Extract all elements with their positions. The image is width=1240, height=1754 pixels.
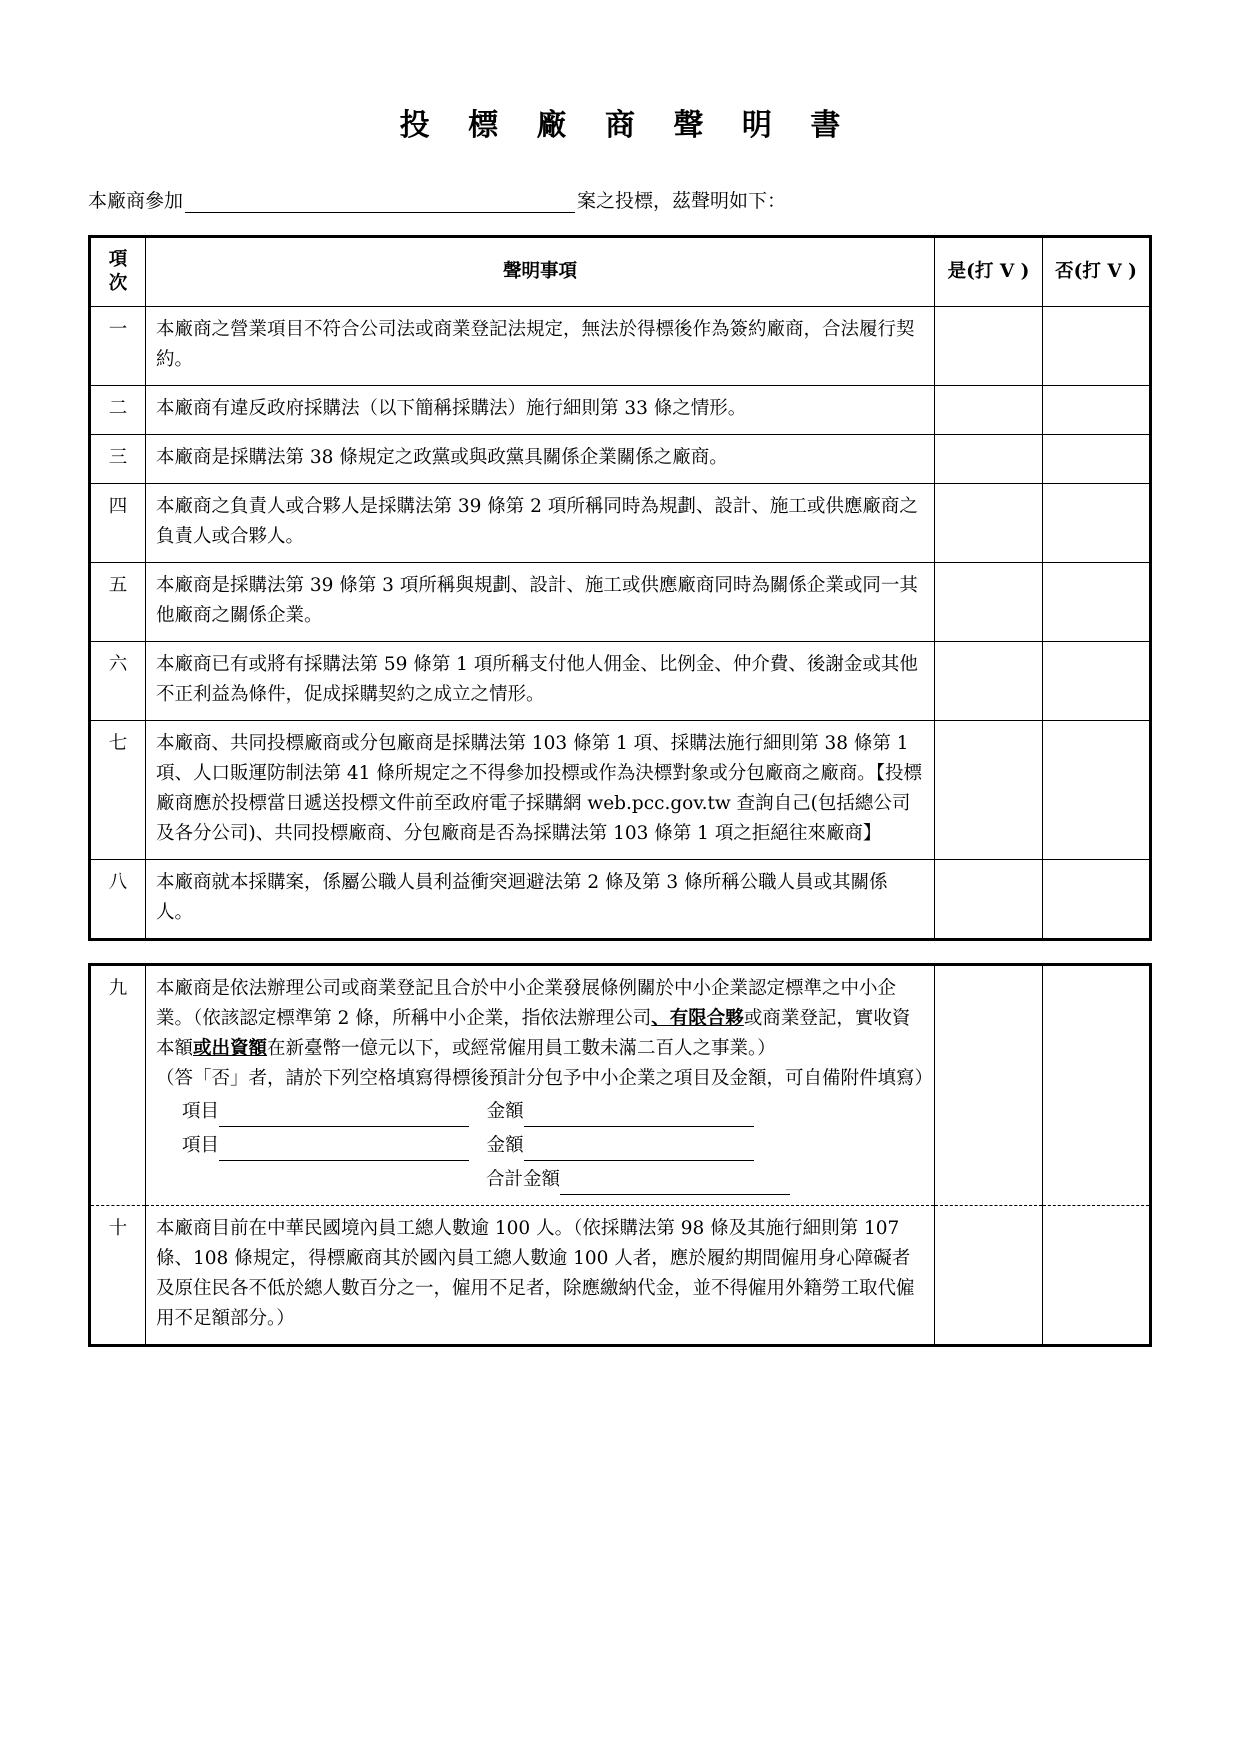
row-yes-checkbox[interactable]: [935, 307, 1043, 386]
header-statement: 聲明事項: [146, 237, 935, 307]
table-row: [90, 859, 1151, 939]
row-yes-checkbox[interactable]: [935, 483, 1043, 562]
row-statement: 本廠商、共同投標廠商或分包廠商是採購法第 103 條第 1 項、採購法施行細則第 38 條第 1 項、人口販運防制法第 41 條所規定之不得參加投標或作為決標對象或分包廠商之廠商。【投標廠商應於投標當日遞送投標文件前至政府電子採購網 web.pcc.gov.tw 查詢自己(包括總公司及各分公司)、共同投標廠商、分包廠商是否為採購法第 103 條第 1 項之拒絕往來廠商】: [146, 720, 935, 859]
table-row: [90, 641, 1151, 720]
item-label: 項目: [182, 1135, 220, 1157]
row-nine-text-e: 在新臺幣一億元以下，或經常僱用員工數未滿二百人之事業。）: [267, 1037, 776, 1059]
row-statement: 本廠商就本採購案，係屬公職人員利益衝突迴避法第 2 條及第 3 條所稱公職人員或其關係人。: [146, 859, 935, 939]
row-index: 八: [90, 859, 146, 939]
amount-input-1[interactable]: [524, 1107, 754, 1127]
row-index: 六: [90, 641, 146, 720]
subcontract-item-row-1: [156, 1097, 924, 1127]
header-index: [90, 237, 146, 307]
row-yes-checkbox[interactable]: [935, 720, 1043, 859]
row-no-checkbox[interactable]: [1043, 435, 1151, 484]
row-statement: 本廠商有違反政府採購法（以下簡稱採購法）施行細則第 33 條之情形。: [146, 386, 935, 435]
row-yes-checkbox[interactable]: [935, 641, 1043, 720]
row-statement: 本廠商之營業項目不符合公司法或商業登記法規定，無法於得標後作為簽約廠商，合法履行契約。: [146, 307, 935, 386]
table-row: [90, 964, 1151, 1206]
row-statement: 本廠商目前在中華民國境內員工總人數逾 100 人。（依採購法第 98 條及其施行細則第 107 條、108 條規定，得標廠商其於國內員工總人數逾 100 人者，應於履約期間僱用身心障礙者及原住民各不低於總人數百分之一，僱用不足者，除應繳納代金，並不得僱用外籍勞工取代僱用不足額部分。）: [146, 1206, 935, 1346]
header-index-line2: 次: [108, 273, 128, 295]
row-no-checkbox[interactable]: [1043, 964, 1151, 1206]
row-statement: 本廠商是採購法第 39 條第 3 項所稱與規劃、設計、施工或供應廠商同時為關係企業或同一其他廠商之關係企業。: [146, 562, 935, 641]
amount-input-2[interactable]: [524, 1141, 754, 1161]
intro-line: [88, 186, 1152, 213]
row-no-checkbox[interactable]: [1043, 641, 1151, 720]
table-row: [90, 483, 1151, 562]
row-index: 三: [90, 435, 146, 484]
row-no-checkbox[interactable]: [1043, 386, 1151, 435]
row-nine-text-d: 或出資額: [193, 1037, 268, 1059]
amount-label: 金額: [486, 1135, 524, 1157]
row-yes-checkbox[interactable]: [935, 386, 1043, 435]
subcontract-total-row: [156, 1165, 924, 1195]
table-row: [90, 720, 1151, 859]
row-index: 四: [90, 483, 146, 562]
amount-label: 金額: [486, 1101, 524, 1123]
row-yes-checkbox[interactable]: [935, 562, 1043, 641]
row-yes-checkbox[interactable]: [935, 1206, 1043, 1346]
row-no-checkbox[interactable]: [1043, 562, 1151, 641]
row-index: 九: [90, 964, 146, 1206]
row-yes-checkbox[interactable]: [935, 964, 1043, 1206]
row-nine-paragraph2: （答「否」者，請於下列空格填寫得標後預計分包予中小企業之項目及金額，可自備附件填寫）: [156, 1067, 934, 1089]
item-label: 項目: [182, 1101, 220, 1123]
row-no-checkbox[interactable]: [1043, 720, 1151, 859]
item-input-2[interactable]: [219, 1141, 469, 1161]
row-no-checkbox[interactable]: [1043, 859, 1151, 939]
row-index: 一: [90, 307, 146, 386]
row-no-checkbox[interactable]: [1043, 483, 1151, 562]
row-index: 七: [90, 720, 146, 859]
header-index-line1: 項: [108, 249, 128, 270]
row-statement: 本廠商是採購法第 38 條規定之政黨或與政黨具關係企業關係之廠商。: [146, 435, 935, 484]
intro-prefix: 本廠商參加: [88, 190, 184, 212]
row-nine-text-c: 或商業登記，實收資本額: [156, 1007, 911, 1059]
row-nine-paragraph1: [156, 974, 924, 1064]
table-row: [90, 307, 1151, 386]
project-name-input[interactable]: [185, 192, 575, 213]
row-index: 二: [90, 386, 146, 435]
row-index: 十: [90, 1206, 146, 1346]
table-row: [90, 435, 1151, 484]
intro-suffix: 案之投標，茲聲明如下：: [577, 190, 787, 212]
subcontract-item-row-2: [156, 1131, 924, 1161]
row-statement: 本廠商已有或將有採購法第 59 條第 1 項所稱支付他人佣金、比例金、仲介費、後謝金或其他不正利益為條件，促成採購契約之成立之情形。: [146, 641, 935, 720]
row-no-checkbox[interactable]: [1043, 307, 1151, 386]
declaration-table-part2: [88, 963, 1152, 1348]
row-index: 五: [90, 562, 146, 641]
row-no-checkbox[interactable]: [1043, 1206, 1151, 1346]
table-row: [90, 1206, 1151, 1346]
table-row: [90, 562, 1151, 641]
row-statement: 本廠商之負責人或合夥人是採購法第 39 條第 2 項所稱同時為規劃、設計、施工或供應廠商之負責人或合夥人。: [146, 483, 935, 562]
row-statement: [146, 964, 935, 1206]
total-label: 合計金額: [486, 1169, 561, 1191]
table-row: [90, 386, 1151, 435]
declaration-table-part1: [88, 235, 1152, 941]
row-yes-checkbox[interactable]: [935, 859, 1043, 939]
header-yes: 是(打 V ): [935, 237, 1043, 307]
total-input[interactable]: [560, 1175, 790, 1195]
row-nine-text-b: 、有限合夥: [651, 1007, 744, 1029]
row-nine-text-a: 本廠商是依法辦理公司或商業登記且合於中小企業發展條例關於中小企業認定標準之中小企業。（依該認定標準第 2 條，所稱中小企業，指依法辦理公司: [156, 977, 897, 1029]
row-yes-checkbox[interactable]: [935, 435, 1043, 484]
header-no: 否(打 V ): [1043, 237, 1151, 307]
item-input-1[interactable]: [219, 1107, 469, 1127]
page-title: 投 標 廠 商 聲 明 書: [399, 108, 855, 143]
table-header-row: [90, 237, 1151, 307]
